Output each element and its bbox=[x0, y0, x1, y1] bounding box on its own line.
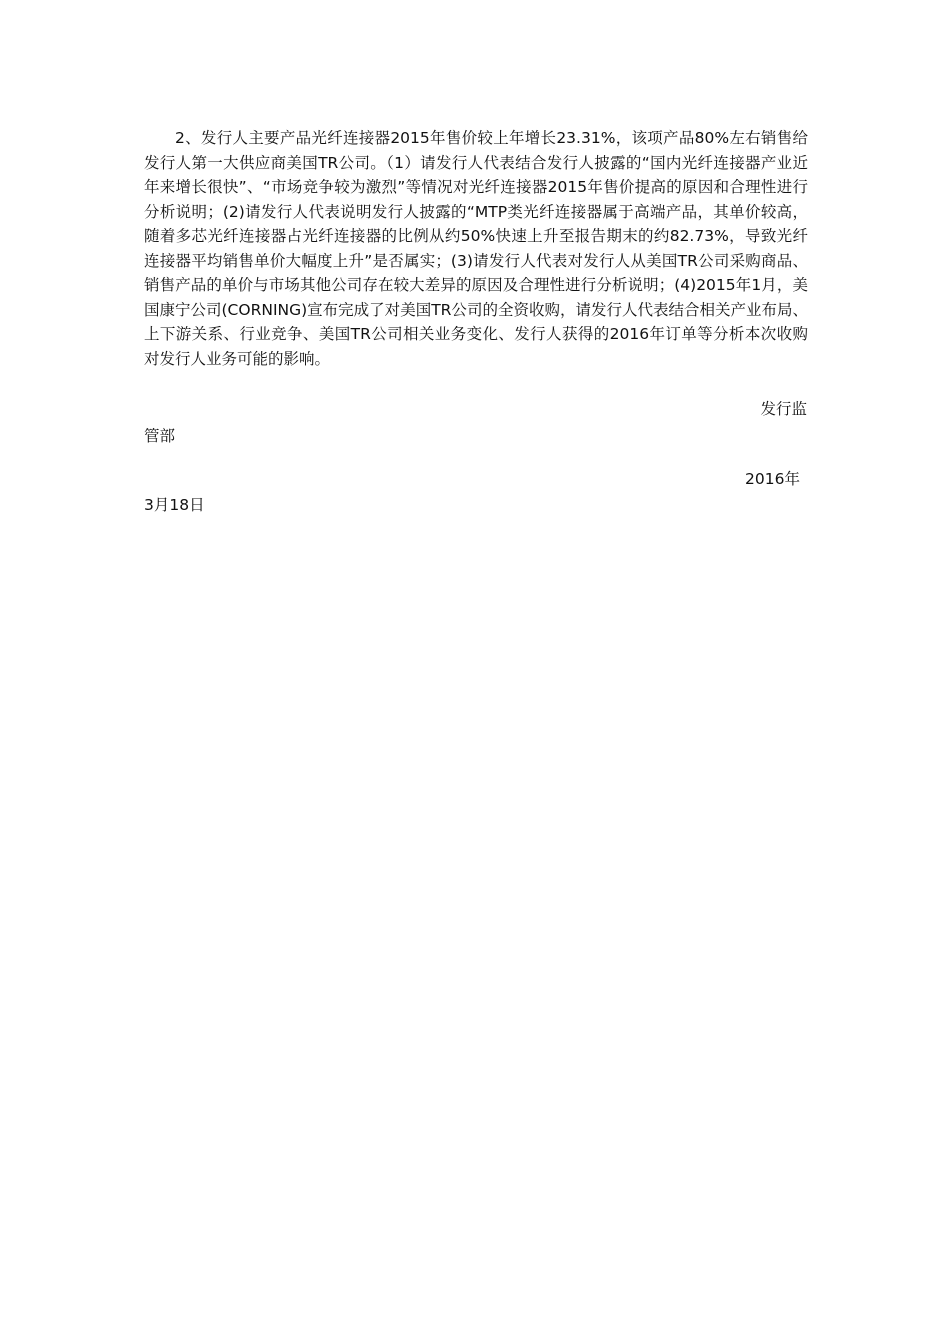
signature-department-line2: 管部 bbox=[144, 427, 176, 445]
body-paragraph: 2、发行人主要产品光纤连接器2015年售价较上年增长23.31%，该项产品80%左右销售给发行人第一大供应商美国TR公司。（1）请发行人代表结合发行人披露的“国内光纤连接器产业近年来增长很快”、“市场竞争较为激烈”等情况对光纤连接器2015年售价提高的原因和合理性进行分析说明；(2)请发行人代表说明发行人披露的“MTP类光纤连接器属于高端产品，其单价较高，随着多芯光纤连接器占光纤连接器的比例从约50%快速上升至报告期末的约82.73%，导致光纤连接器平均销售单价大幅度上升”是否属实；(3)请发行人代表对发行人从美国TR公司采购商品、销售产品的单价与市场其他公司存在较大差异的原因及合理性进行分析说明；(4)2015年1月，美国康宁公司(CORNING)宣布完成了对美国TR公司的全资收购，请发行人代表结合相关产业布局、上下游关系、行业竞争、美国TR公司相关业务变化、发行人获得的2016年订单等分析本次收购对发行人业务可能的影响。 bbox=[144, 129, 808, 368]
signature-date-line1: 2016年 bbox=[745, 470, 800, 488]
signature-date-line2: 3月18日 bbox=[144, 496, 205, 514]
signature-department-line1: 发行监 bbox=[760, 400, 807, 418]
